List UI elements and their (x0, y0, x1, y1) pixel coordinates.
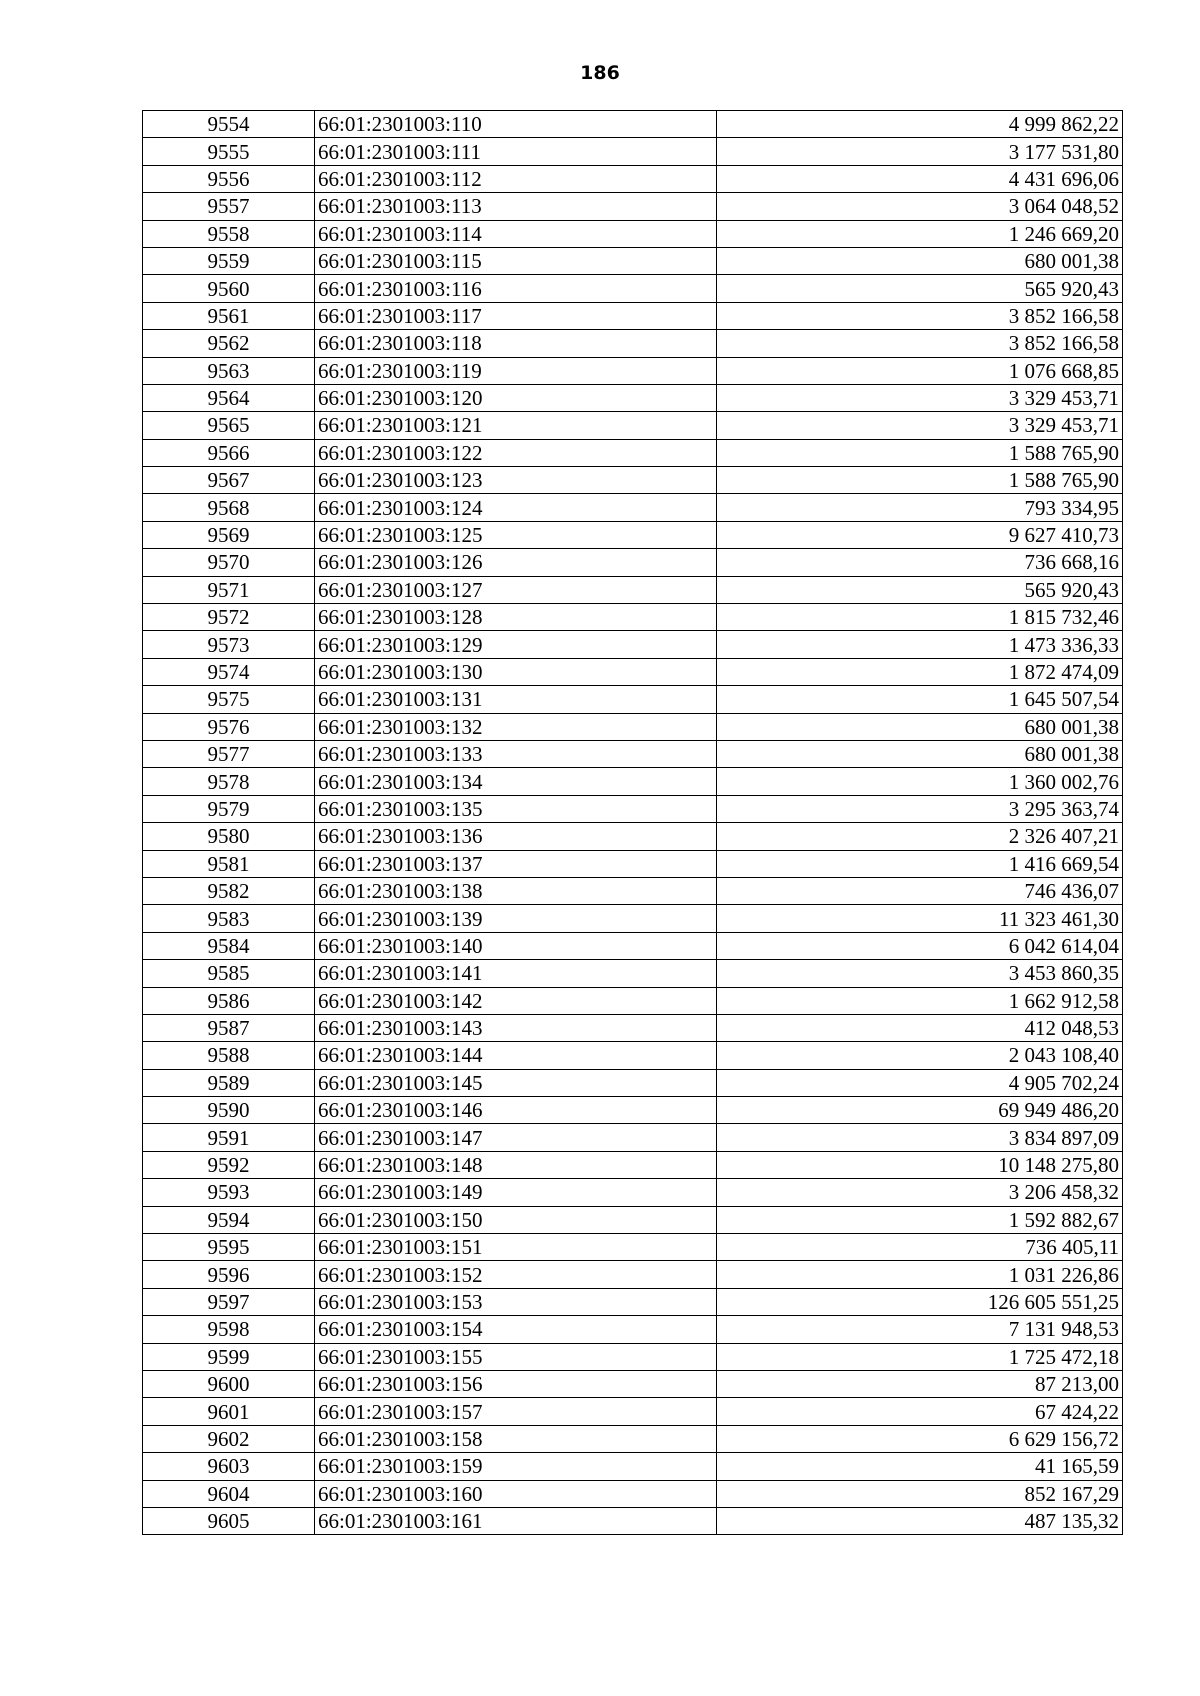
cadastral-value-cell: 1 588 765,90 (717, 439, 1123, 466)
table-row (143, 576, 1123, 603)
table-row (143, 302, 1123, 329)
cadastral-value-cell: 3 177 531,80 (717, 138, 1123, 165)
row-number-cell: 9598 (143, 1316, 315, 1343)
table-row (143, 823, 1123, 850)
row-number-cell: 9570 (143, 549, 315, 576)
cadastral-number-cell: 66:01:2301003:122 (315, 439, 717, 466)
row-number-cell: 9601 (143, 1398, 315, 1425)
cadastral-value-cell: 1 662 912,58 (717, 987, 1123, 1014)
table-row (143, 330, 1123, 357)
row-number-cell: 9593 (143, 1179, 315, 1206)
table-row (143, 686, 1123, 713)
cadastral-value-cell: 680 001,38 (717, 713, 1123, 740)
table-row (143, 384, 1123, 411)
table-row (143, 1453, 1123, 1480)
cadastral-value-cell: 1 592 882,67 (717, 1206, 1123, 1233)
cadastral-value-cell: 1 246 669,20 (717, 220, 1123, 247)
table-row (143, 220, 1123, 247)
cadastral-number-cell: 66:01:2301003:144 (315, 1042, 717, 1069)
cadastral-value-cell: 3 834 897,09 (717, 1124, 1123, 1151)
cadastral-number-cell: 66:01:2301003:132 (315, 713, 717, 740)
table-row (143, 1343, 1123, 1370)
cadastral-number-cell: 66:01:2301003:142 (315, 987, 717, 1014)
cadastral-value-cell: 565 920,43 (717, 275, 1123, 302)
table-body (143, 111, 1123, 1535)
row-number-cell: 9556 (143, 165, 315, 192)
row-number-cell: 9555 (143, 138, 315, 165)
cadastral-value-cell: 852 167,29 (717, 1480, 1123, 1507)
cadastral-number-cell: 66:01:2301003:126 (315, 549, 717, 576)
table-row (143, 1480, 1123, 1507)
table-row (143, 1507, 1123, 1534)
table-row (143, 247, 1123, 274)
cadastral-number-cell: 66:01:2301003:151 (315, 1234, 717, 1261)
cadastral-value-cell: 680 001,38 (717, 740, 1123, 767)
row-number-cell: 9561 (143, 302, 315, 329)
row-number-cell: 9567 (143, 467, 315, 494)
row-number-cell: 9572 (143, 604, 315, 631)
cadastral-value-cell: 1 588 765,90 (717, 467, 1123, 494)
cadastral-value-cell: 1 872 474,09 (717, 658, 1123, 685)
row-number-cell: 9590 (143, 1097, 315, 1124)
cadastral-value-cell: 41 165,59 (717, 1453, 1123, 1480)
table-row (143, 658, 1123, 685)
cadastral-number-cell: 66:01:2301003:131 (315, 686, 717, 713)
row-number-cell: 9558 (143, 220, 315, 247)
row-number-cell: 9591 (143, 1124, 315, 1151)
cadastral-value-cell: 1 645 507,54 (717, 686, 1123, 713)
row-number-cell: 9597 (143, 1288, 315, 1315)
cadastral-value-cell: 4 431 696,06 (717, 165, 1123, 192)
table-row (143, 521, 1123, 548)
cadastral-number-cell: 66:01:2301003:140 (315, 932, 717, 959)
cadastral-number-cell: 66:01:2301003:159 (315, 1453, 717, 1480)
row-number-cell: 9577 (143, 740, 315, 767)
cadastral-number-cell: 66:01:2301003:123 (315, 467, 717, 494)
row-number-cell: 9569 (143, 521, 315, 548)
table-row (143, 1370, 1123, 1397)
table-row (143, 1234, 1123, 1261)
row-number-cell: 9560 (143, 275, 315, 302)
table-row (143, 467, 1123, 494)
row-number-cell: 9602 (143, 1425, 315, 1452)
table-row (143, 1206, 1123, 1233)
cadastral-number-cell: 66:01:2301003:138 (315, 877, 717, 904)
cadastral-number-cell: 66:01:2301003:125 (315, 521, 717, 548)
cadastral-number-cell: 66:01:2301003:158 (315, 1425, 717, 1452)
table-row (143, 165, 1123, 192)
cadastral-value-cell: 126 605 551,25 (717, 1288, 1123, 1315)
table-row (143, 1151, 1123, 1178)
cadastral-number-cell: 66:01:2301003:121 (315, 412, 717, 439)
table-row (143, 275, 1123, 302)
cadastral-number-cell: 66:01:2301003:150 (315, 1206, 717, 1233)
table-row (143, 193, 1123, 220)
cadastral-value-cell: 11 323 461,30 (717, 905, 1123, 932)
cadastral-value-cell: 7 131 948,53 (717, 1316, 1123, 1343)
cadastral-number-cell: 66:01:2301003:141 (315, 960, 717, 987)
cadastral-number-cell: 66:01:2301003:118 (315, 330, 717, 357)
cadastral-value-cell: 3 453 860,35 (717, 960, 1123, 987)
row-number-cell: 9563 (143, 357, 315, 384)
cadastral-number-cell: 66:01:2301003:133 (315, 740, 717, 767)
table-row (143, 439, 1123, 466)
cadastral-number-cell: 66:01:2301003:146 (315, 1097, 717, 1124)
cadastral-value-cell: 487 135,32 (717, 1507, 1123, 1534)
cadastral-number-cell: 66:01:2301003:134 (315, 768, 717, 795)
table-row (143, 604, 1123, 631)
cadastral-number-cell: 66:01:2301003:155 (315, 1343, 717, 1370)
row-number-cell: 9568 (143, 494, 315, 521)
row-number-cell: 9604 (143, 1480, 315, 1507)
cadastral-number-cell: 66:01:2301003:112 (315, 165, 717, 192)
cadastral-value-cell: 565 920,43 (717, 576, 1123, 603)
cadastral-value-cell: 793 334,95 (717, 494, 1123, 521)
table-row (143, 713, 1123, 740)
cadastral-number-cell: 66:01:2301003:152 (315, 1261, 717, 1288)
cadastral-number-cell: 66:01:2301003:135 (315, 795, 717, 822)
cadastral-number-cell: 66:01:2301003:160 (315, 1480, 717, 1507)
row-number-cell: 9566 (143, 439, 315, 466)
row-number-cell: 9595 (143, 1234, 315, 1261)
row-number-cell: 9596 (143, 1261, 315, 1288)
cadastral-value-cell: 9 627 410,73 (717, 521, 1123, 548)
cadastral-number-cell: 66:01:2301003:127 (315, 576, 717, 603)
row-number-cell: 9587 (143, 1014, 315, 1041)
cadastral-value-cell: 6 042 614,04 (717, 932, 1123, 959)
table-row (143, 1069, 1123, 1096)
row-number-cell: 9603 (143, 1453, 315, 1480)
row-number-cell: 9584 (143, 932, 315, 959)
table-row (143, 932, 1123, 959)
table-row (143, 740, 1123, 767)
table-row (143, 549, 1123, 576)
cadastral-value-cell: 1 416 669,54 (717, 850, 1123, 877)
row-number-cell: 9588 (143, 1042, 315, 1069)
table-row (143, 987, 1123, 1014)
cadastral-value-cell: 412 048,53 (717, 1014, 1123, 1041)
table-row (143, 850, 1123, 877)
cadastral-number-cell: 66:01:2301003:157 (315, 1398, 717, 1425)
cadastral-number-cell: 66:01:2301003:156 (315, 1370, 717, 1397)
cadastral-value-cell: 1 473 336,33 (717, 631, 1123, 658)
cadastral-value-cell: 87 213,00 (717, 1370, 1123, 1397)
table-row (143, 960, 1123, 987)
cadastral-value-cell: 1 725 472,18 (717, 1343, 1123, 1370)
table-row (143, 877, 1123, 904)
cadastral-value-cell: 3 064 048,52 (717, 193, 1123, 220)
table-row (143, 1042, 1123, 1069)
row-number-cell: 9600 (143, 1370, 315, 1397)
cadastral-number-cell: 66:01:2301003:161 (315, 1507, 717, 1534)
table-row (143, 1179, 1123, 1206)
cadastral-number-cell: 66:01:2301003:116 (315, 275, 717, 302)
cadastral-number-cell: 66:01:2301003:143 (315, 1014, 717, 1041)
table-row (143, 631, 1123, 658)
table-row (143, 1014, 1123, 1041)
row-number-cell: 9582 (143, 877, 315, 904)
cadastral-value-cell: 6 629 156,72 (717, 1425, 1123, 1452)
cadastral-value-cell: 2 326 407,21 (717, 823, 1123, 850)
cadastral-value-cell: 3 329 453,71 (717, 412, 1123, 439)
row-number-cell: 9559 (143, 247, 315, 274)
table-row (143, 1097, 1123, 1124)
cadastral-number-cell: 66:01:2301003:115 (315, 247, 717, 274)
table-row (143, 1288, 1123, 1315)
cadastral-value-cell: 736 405,11 (717, 1234, 1123, 1261)
cadastral-value-cell: 3 852 166,58 (717, 330, 1123, 357)
cadastral-value-cell: 1 031 226,86 (717, 1261, 1123, 1288)
row-number-cell: 9557 (143, 193, 315, 220)
cadastral-number-cell: 66:01:2301003:114 (315, 220, 717, 247)
cadastral-number-cell: 66:01:2301003:153 (315, 1288, 717, 1315)
row-number-cell: 9592 (143, 1151, 315, 1178)
row-number-cell: 9576 (143, 713, 315, 740)
cadastral-value-cell: 10 148 275,80 (717, 1151, 1123, 1178)
cadastral-number-cell: 66:01:2301003:124 (315, 494, 717, 521)
table-row (143, 905, 1123, 932)
row-number-cell: 9554 (143, 111, 315, 138)
row-number-cell: 9580 (143, 823, 315, 850)
cadastral-number-cell: 66:01:2301003:111 (315, 138, 717, 165)
row-number-cell: 9589 (143, 1069, 315, 1096)
page-number: 186 (580, 62, 620, 84)
table-row (143, 357, 1123, 384)
cadastral-value-cell: 680 001,38 (717, 247, 1123, 274)
table-row (143, 1425, 1123, 1452)
row-number-cell: 9575 (143, 686, 315, 713)
cadastral-number-cell: 66:01:2301003:128 (315, 604, 717, 631)
row-number-cell: 9581 (143, 850, 315, 877)
cadastral-value-cell: 3 852 166,58 (717, 302, 1123, 329)
cadastral-number-cell: 66:01:2301003:154 (315, 1316, 717, 1343)
cadastral-value-cell: 67 424,22 (717, 1398, 1123, 1425)
cadastral-number-cell: 66:01:2301003:148 (315, 1151, 717, 1178)
table-row (143, 1398, 1123, 1425)
cadastral-number-cell: 66:01:2301003:137 (315, 850, 717, 877)
row-number-cell: 9562 (143, 330, 315, 357)
row-number-cell: 9564 (143, 384, 315, 411)
cadastral-number-cell: 66:01:2301003:119 (315, 357, 717, 384)
table-row (143, 111, 1123, 138)
table-row (143, 1124, 1123, 1151)
row-number-cell: 9599 (143, 1343, 315, 1370)
row-number-cell: 9565 (143, 412, 315, 439)
cadastral-value-cell: 1 815 732,46 (717, 604, 1123, 631)
row-number-cell: 9594 (143, 1206, 315, 1233)
table-row (143, 412, 1123, 439)
row-number-cell: 9585 (143, 960, 315, 987)
row-number-cell: 9574 (143, 658, 315, 685)
cadastral-value-table (142, 110, 1123, 1535)
table-row (143, 1261, 1123, 1288)
cadastral-value-cell: 736 668,16 (717, 549, 1123, 576)
cadastral-value-cell: 1 076 668,85 (717, 357, 1123, 384)
table-row (143, 768, 1123, 795)
cadastral-number-cell: 66:01:2301003:149 (315, 1179, 717, 1206)
cadastral-value-cell: 1 360 002,76 (717, 768, 1123, 795)
cadastral-number-cell: 66:01:2301003:120 (315, 384, 717, 411)
cadastral-value-cell: 4 999 862,22 (717, 111, 1123, 138)
cadastral-number-cell: 66:01:2301003:136 (315, 823, 717, 850)
cadastral-number-cell: 66:01:2301003:110 (315, 111, 717, 138)
cadastral-number-cell: 66:01:2301003:117 (315, 302, 717, 329)
cadastral-number-cell: 66:01:2301003:130 (315, 658, 717, 685)
cadastral-number-cell: 66:01:2301003:129 (315, 631, 717, 658)
table-row (143, 138, 1123, 165)
cadastral-value-cell: 746 436,07 (717, 877, 1123, 904)
table-row (143, 494, 1123, 521)
row-number-cell: 9573 (143, 631, 315, 658)
cadastral-number-cell: 66:01:2301003:145 (315, 1069, 717, 1096)
cadastral-value-cell: 3 206 458,32 (717, 1179, 1123, 1206)
table-row (143, 1316, 1123, 1343)
cadastral-value-cell: 4 905 702,24 (717, 1069, 1123, 1096)
cadastral-value-cell: 3 295 363,74 (717, 795, 1123, 822)
cadastral-value-cell: 2 043 108,40 (717, 1042, 1123, 1069)
cadastral-number-cell: 66:01:2301003:113 (315, 193, 717, 220)
row-number-cell: 9579 (143, 795, 315, 822)
row-number-cell: 9605 (143, 1507, 315, 1534)
row-number-cell: 9578 (143, 768, 315, 795)
cadastral-number-cell: 66:01:2301003:139 (315, 905, 717, 932)
cadastral-number-cell: 66:01:2301003:147 (315, 1124, 717, 1151)
cadastral-value-cell: 3 329 453,71 (717, 384, 1123, 411)
row-number-cell: 9583 (143, 905, 315, 932)
row-number-cell: 9571 (143, 576, 315, 603)
table-row (143, 795, 1123, 822)
cadastral-value-cell: 69 949 486,20 (717, 1097, 1123, 1124)
row-number-cell: 9586 (143, 987, 315, 1014)
